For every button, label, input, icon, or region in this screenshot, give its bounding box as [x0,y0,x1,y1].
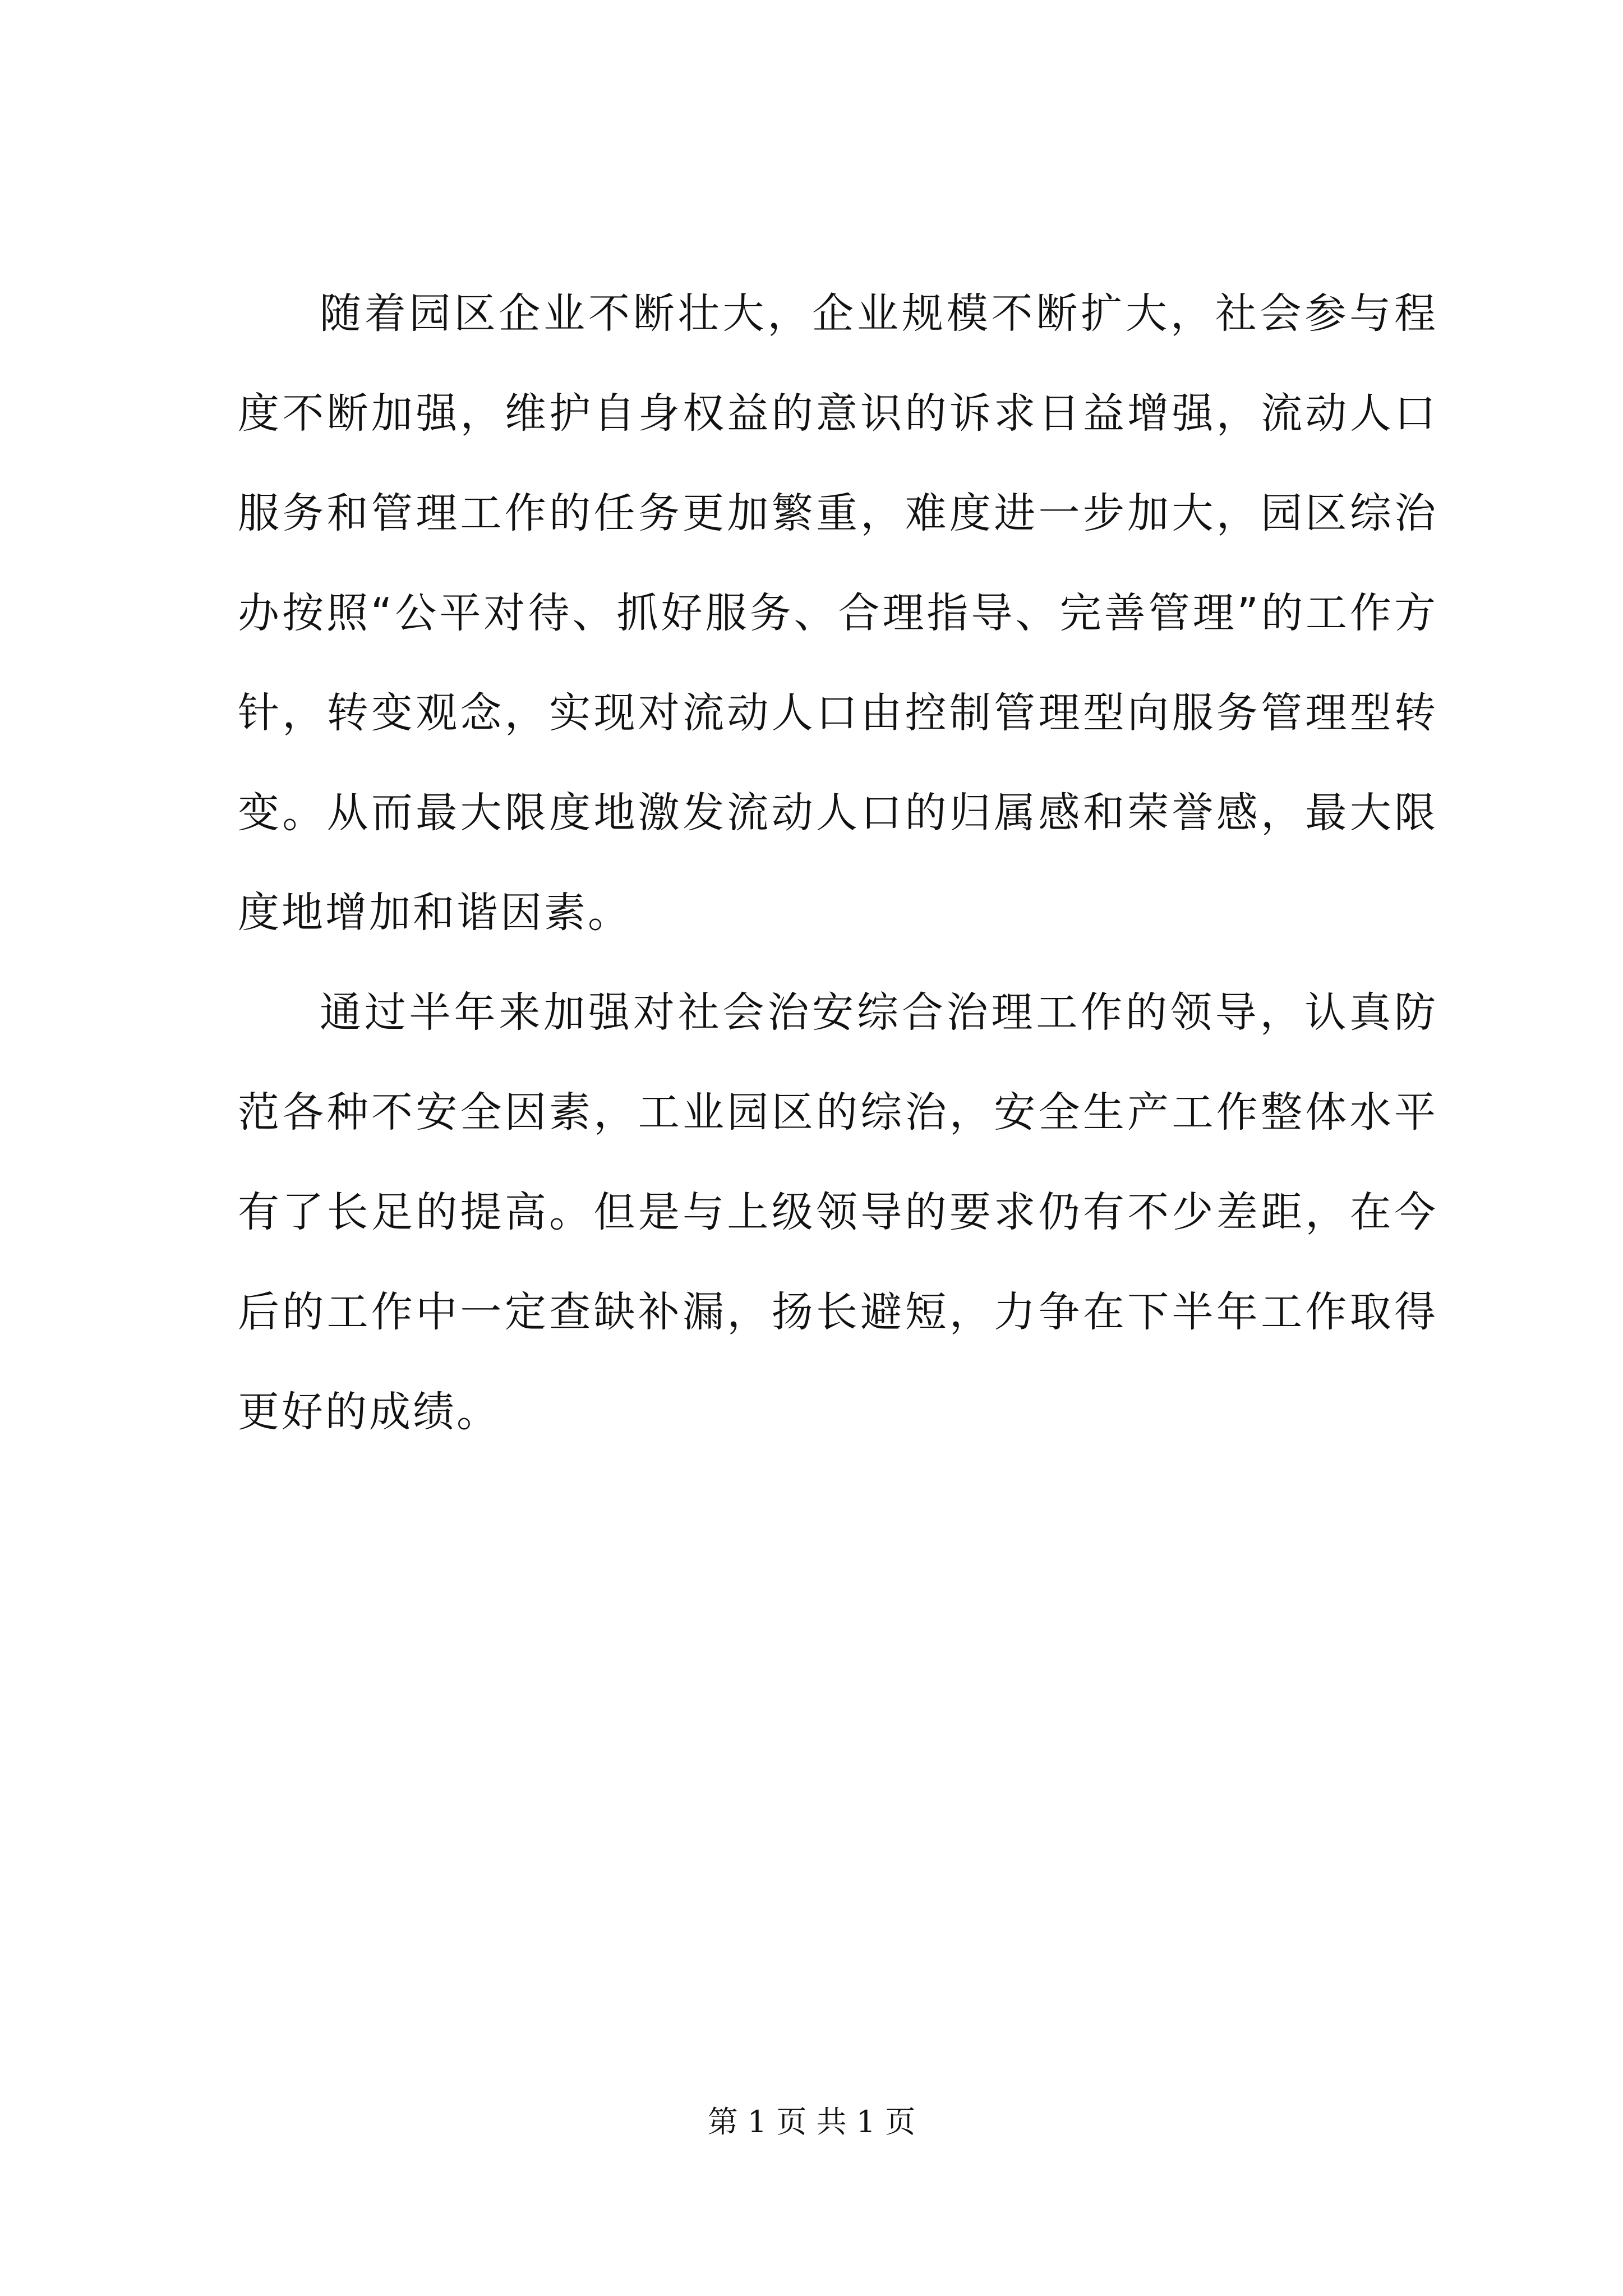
page-number-footer: 第 1 页 共 1 页 [707,2104,916,2139]
paragraph-1: 随着园区企业不断壮大，企业规模不断扩大，社会参与程度不断加强，维护自身权益的意识的诉求日益增强，流动人口服务和管理工作的任务更加繁重，难度进一步加大，园区综治办按照“公平对待、抓好服务、合理指导、完善管理”的工作方针，转变观念，实现对流动人口由控制管理型向服务管理型转变。从而最大限度地激发流动人口的归属感和荣誉感，最大限度地增加和谐因素。 [238,289,1438,937]
document-body [238,264,1438,1462]
paragraph-2: 通过半年来加强对社会治安综合治理工作的领导，认真防范各种不安全因素，工业园区的综治，安全生产工作整体水平有了长足的提高。但是与上级领导的要求仍有不少差距，在今后的工作中一定查缺补漏，扬长避短，力争在下半年工作取得更好的成绩。 [238,988,1438,1436]
